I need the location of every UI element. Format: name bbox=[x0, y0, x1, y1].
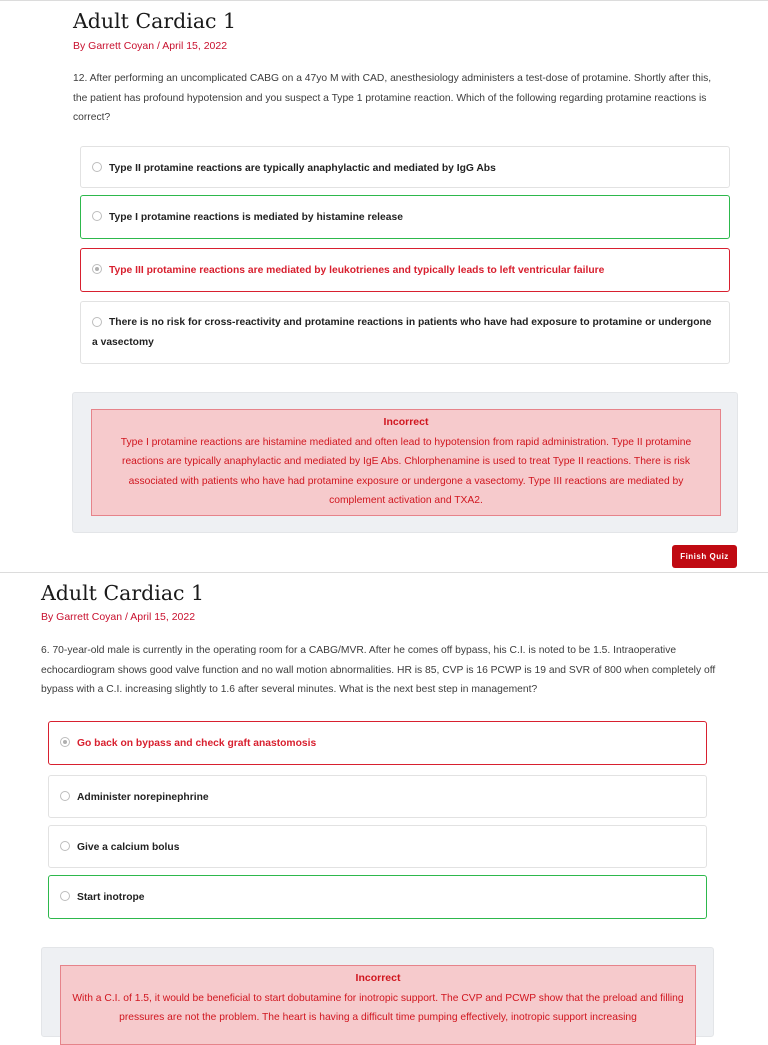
answer-option-label: Start inotrope bbox=[77, 892, 145, 903]
feedback-title: Incorrect bbox=[383, 416, 429, 428]
radio-icon[interactable] bbox=[92, 162, 102, 172]
radio-icon[interactable] bbox=[60, 791, 70, 801]
feedback-incorrect bbox=[60, 965, 696, 1045]
answer-option-label: There is no risk for cross-reactivity and protamine reactions in patients who have had exposure to protamine or undergone a vasectomy bbox=[92, 317, 712, 348]
feedback-text: With a C.I. of 1.5, it would be beneficial to start dobutamine for inotropic support. The CVP and PCWP show that the preload and filling pressures are not the problem. The heart is having a difficult time pumping effectively, inotropic support increasing bbox=[72, 992, 684, 1023]
radio-checked-icon[interactable] bbox=[92, 264, 102, 274]
answer-option-4[interactable] bbox=[48, 875, 707, 919]
feedback-title: Incorrect bbox=[355, 972, 401, 984]
post-byline: By Garrett Coyan / April 15, 2022 bbox=[73, 40, 228, 52]
post-title: Adult Cardiac 1 bbox=[73, 9, 237, 33]
answer-option-2[interactable] bbox=[80, 195, 730, 239]
answer-option-label: Type III protamine reactions are mediated by leukotrienes and typically leads to left ventricular failure bbox=[109, 265, 605, 276]
answer-option-2[interactable] bbox=[48, 775, 707, 818]
radio-icon[interactable] bbox=[60, 891, 70, 901]
question-text: 6. 70-year-old male is currently in the operating room for a CABG/MVR. After he comes off bypass, his C.I. is noted to be 1.5. Intraoperative echocardiogram shows good valve function and no wall motion abnormalities. HR is 85, CVP is 16 PCWP is 19 and SVR of 800 when completely off bypass with a C.I. increasing slightly to 1.6 after several minutes. What is the next best step in management? bbox=[41, 645, 716, 695]
answer-option-1[interactable] bbox=[48, 721, 707, 765]
question-text: 12. After performing an uncomplicated CABG on a 47yo M with CAD, anesthesiology administers a test-dose of protamine. Shortly after this, the patient has profound hypotension and you suspect a Type 1 protamine reaction. Which of the following regarding protamine reactions is correct? bbox=[73, 73, 712, 123]
answer-option-label: Administer norepinephrine bbox=[77, 792, 209, 803]
answer-option-label: Type I protamine reactions is mediated by histamine release bbox=[109, 212, 403, 223]
radio-checked-icon[interactable] bbox=[60, 737, 70, 747]
quiz-panel-2 bbox=[0, 572, 768, 1024]
answer-option-4[interactable] bbox=[80, 301, 730, 364]
feedback-container bbox=[72, 392, 738, 533]
answer-option-label: Give a calcium bolus bbox=[77, 842, 180, 853]
post-byline: By Garrett Coyan / April 15, 2022 bbox=[41, 611, 196, 623]
feedback-incorrect bbox=[91, 409, 721, 516]
post-title: Adult Cardiac 1 bbox=[41, 581, 205, 605]
finish-quiz-button[interactable]: Finish Quiz bbox=[672, 545, 737, 568]
answer-option-label: Go back on bypass and check graft anastomosis bbox=[77, 738, 317, 749]
answer-option-3[interactable] bbox=[80, 248, 730, 292]
radio-icon[interactable] bbox=[60, 841, 70, 851]
answer-option-3[interactable] bbox=[48, 825, 707, 868]
feedback-text: Type I protamine reactions are histamine mediated and often lead to hypotension from rapid administration. Type II protamine reactions are typically anaphylactic and mediated by IgE Abs. Chlorphenamine is used to treat Type II reactions. There is risk associated with patients who have had protamine exposure or undergone a vasectomy. Type III reactions are mediated by complement activation and TXA2. bbox=[120, 436, 692, 506]
answer-option-label: Type II protamine reactions are typically anaphylactic and mediated by IgG Abs bbox=[109, 163, 496, 174]
radio-icon[interactable] bbox=[92, 211, 102, 221]
answer-option-1[interactable] bbox=[80, 146, 730, 188]
